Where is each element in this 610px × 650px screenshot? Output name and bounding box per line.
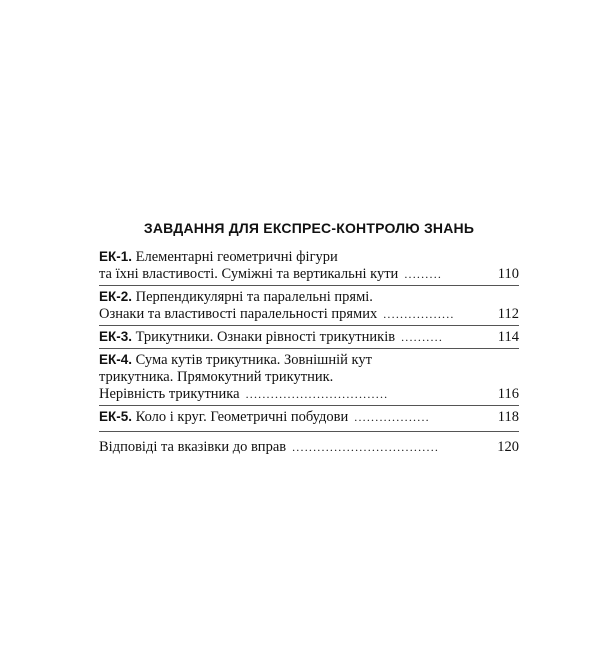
toc-entry-answers[interactable]	[99, 437, 519, 456]
table-of-contents	[99, 220, 519, 456]
leader-dots: ...................................	[292, 440, 440, 454]
toc-entry-ek2[interactable]	[99, 285, 519, 323]
entry-code: ЕК-3.	[99, 329, 132, 344]
entry-text: Коло і круг. Геометричні побудови	[135, 409, 349, 425]
toc-entry-ek1[interactable]	[99, 248, 519, 283]
entry-code: ЕК-4.	[99, 352, 132, 367]
entry-text: Елементарні геометричні фігури	[135, 249, 338, 265]
leader-dots: ..........	[401, 330, 444, 344]
page-number: 114	[497, 329, 519, 345]
entry-text: Ознаки та властивості паралельності прямих	[99, 306, 378, 322]
entry-code: ЕК-1.	[99, 249, 132, 264]
page-number: 116	[497, 386, 519, 402]
toc-entry-ek5[interactable]	[99, 405, 519, 432]
entry-text: трикутника. Прямокутний трикутник.	[99, 369, 334, 385]
toc-entry-ek3[interactable]	[99, 325, 519, 346]
leader-dots: ..................................	[245, 387, 389, 401]
entry-text: Нерівність трикутника	[99, 386, 240, 402]
entry-code: ЕК-5.	[99, 409, 132, 424]
leader-dots: ..................	[354, 410, 430, 424]
entry-code: ЕК-2.	[99, 289, 132, 304]
leader-dots: .................	[383, 307, 455, 321]
entry-text: Сума кутів трикутника. Зовнішній кут	[135, 352, 372, 368]
leader-dots: .........	[404, 267, 443, 281]
page-number: 110	[497, 266, 519, 282]
page-number: 118	[497, 409, 519, 425]
page-number: 120	[497, 439, 519, 455]
entry-text: Трикутники. Ознаки рівності трикутників	[135, 329, 396, 345]
toc-entry-ek4[interactable]	[99, 348, 519, 403]
entry-text: та їхні властивості. Суміжні та вертикальні кути	[99, 266, 399, 282]
page-number: 112	[497, 306, 519, 322]
entry-text: Відповіді та вказівки до вправ	[99, 439, 287, 455]
toc-title: ЗАВДАННЯ ДЛЯ ЕКСПРЕС-КОНТРОЛЮ ЗНАНЬ	[143, 220, 475, 236]
entry-text: Перпендикулярні та паралельні прямі.	[135, 289, 373, 305]
